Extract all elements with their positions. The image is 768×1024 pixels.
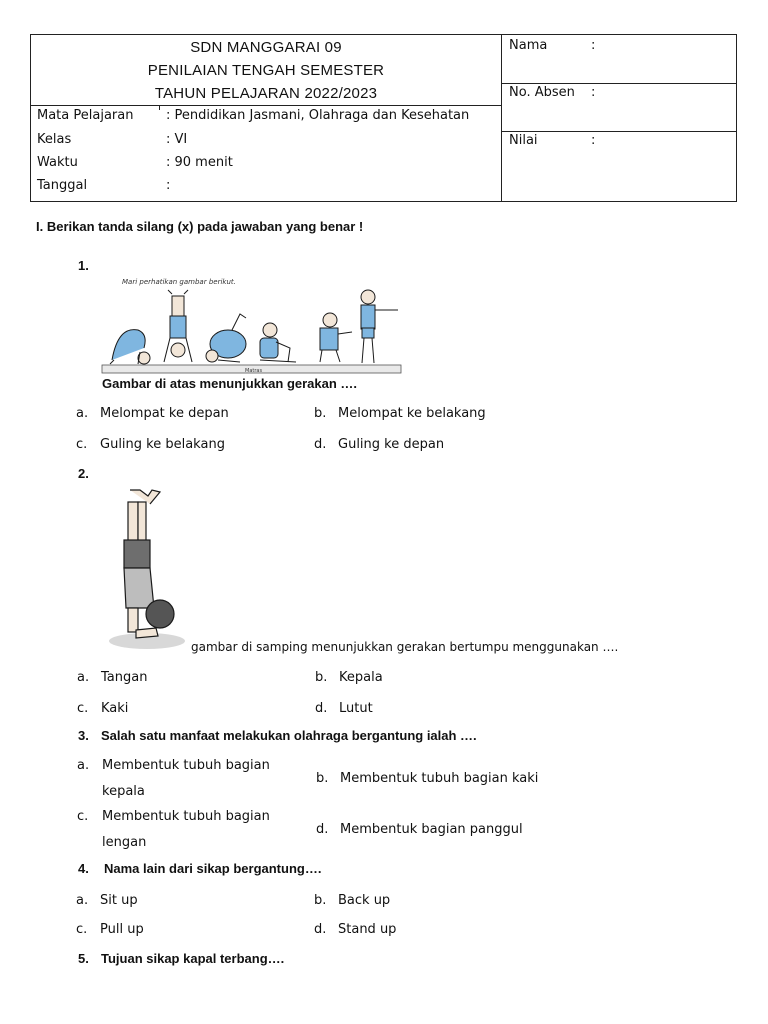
figure-6: [361, 290, 398, 363]
option-c[interactable]: [76, 922, 144, 937]
question-text: Gambar di atas menunjukkan gerakan ….: [102, 376, 358, 391]
question-number: 4.: [78, 861, 89, 876]
option-text: Melompat ke belakang: [338, 406, 486, 421]
exam-header: [30, 34, 737, 202]
figure-4: [260, 323, 296, 362]
option-text: Melompat ke depan: [100, 406, 229, 421]
question-text: Salah satu manfaat melakukan olahraga bergantung ialah ….: [101, 728, 477, 743]
header-divider: [501, 83, 736, 84]
figure-2: [164, 290, 192, 362]
option-text: Membentuk tubuh bagian kaki: [340, 771, 539, 786]
question-number: 5.: [78, 951, 89, 966]
option-d[interactable]: [316, 822, 523, 837]
name-field[interactable]: :: [591, 38, 596, 53]
option-letter: d.: [316, 822, 329, 837]
option-letter: b.: [314, 406, 327, 421]
option-d[interactable]: [314, 922, 396, 937]
option-c[interactable]: [77, 804, 277, 856]
absen-field[interactable]: :: [591, 85, 596, 100]
option-b[interactable]: [314, 893, 390, 908]
school-name: SDN MANGGARAI 09: [190, 39, 342, 56]
time-value: : 90 menit: [166, 155, 233, 170]
option-letter: c.: [76, 437, 88, 452]
question-text: gambar di samping menunjukkan gerakan bertumpu menggunakan ….: [191, 640, 619, 654]
option-a[interactable]: [77, 753, 277, 805]
exam-title: PENILAIAN TENGAH SEMESTER: [147, 62, 385, 79]
option-text: Kaki: [101, 701, 129, 716]
option-a[interactable]: [77, 670, 147, 685]
time-label: Waktu: [37, 155, 78, 170]
question-number: 1.: [78, 258, 89, 273]
option-b[interactable]: [316, 771, 538, 786]
option-d[interactable]: [315, 701, 373, 716]
option-letter: a.: [77, 758, 90, 773]
option-text: Guling ke belakang: [100, 437, 225, 452]
option-c[interactable]: [77, 701, 128, 716]
mat-label: Matras: [245, 368, 263, 374]
option-b[interactable]: [314, 406, 486, 421]
handstand-illustration: [106, 484, 190, 654]
option-letter: d.: [314, 922, 327, 937]
figure-5: [320, 313, 352, 362]
header-divider: [159, 105, 160, 110]
question-number: 2.: [78, 466, 89, 481]
option-letter: d.: [314, 437, 327, 452]
date-value: :: [166, 178, 171, 193]
option-letter: b.: [315, 670, 328, 685]
score-label: Nilai: [509, 133, 538, 148]
figure-3: [206, 314, 246, 362]
option-a[interactable]: [76, 893, 138, 908]
option-letter: c.: [77, 701, 89, 716]
option-letter: a.: [76, 406, 89, 421]
figure-1: [110, 330, 150, 364]
score-field[interactable]: :: [591, 133, 596, 148]
header-divider: [501, 131, 736, 132]
option-text: Stand up: [338, 922, 397, 937]
class-label: Kelas: [37, 132, 72, 147]
option-letter: a.: [76, 893, 89, 908]
option-letter: b.: [316, 771, 329, 786]
option-letter: c.: [76, 922, 88, 937]
question-text: Nama lain dari sikap bergantung….: [104, 861, 322, 876]
option-b[interactable]: [315, 670, 383, 685]
section-instruction: I. Berikan tanda silang (x) pada jawaban yang benar !: [36, 219, 364, 234]
header-divider: [501, 35, 502, 201]
option-text: Lutut: [339, 701, 373, 716]
academic-year: TAHUN PELAJARAN 2022/2023: [154, 85, 378, 102]
class-value: : VI: [166, 132, 188, 147]
option-text: Guling ke depan: [338, 437, 445, 452]
question-number: 3.: [78, 728, 89, 743]
forward-roll-illustration: [100, 272, 406, 376]
subject-value: : Pendidikan Jasmani, Olahraga dan Kesehatan: [166, 108, 470, 123]
option-d[interactable]: [314, 437, 444, 452]
illustration-caption: Mari perhatikan gambar berikut.: [122, 278, 236, 286]
option-text: Kepala: [339, 670, 383, 685]
option-text: Sit up: [100, 893, 138, 908]
subject-label: Mata Pelajaran: [37, 108, 134, 123]
option-letter: d.: [315, 701, 328, 716]
name-label: Nama: [509, 38, 548, 53]
option-text: Back up: [338, 893, 391, 908]
option-text: Membentuk bagian panggul: [340, 822, 523, 837]
option-text: Membentuk tubuh bagian kepala: [102, 758, 270, 799]
option-a[interactable]: [76, 406, 229, 421]
option-letter: c.: [77, 809, 89, 824]
option-text: Membentuk tubuh bagian lengan: [102, 809, 270, 850]
date-label: Tanggal: [37, 178, 88, 193]
header-divider: [31, 105, 501, 106]
question-text: Tujuan sikap kapal terbang….: [101, 951, 285, 966]
absen-label: No. Absen: [509, 85, 575, 100]
option-text: Tangan: [101, 670, 148, 685]
option-text: Pull up: [100, 922, 144, 937]
option-letter: b.: [314, 893, 327, 908]
option-c[interactable]: [76, 437, 225, 452]
option-letter: a.: [77, 670, 90, 685]
handstand-figure: [124, 490, 174, 638]
